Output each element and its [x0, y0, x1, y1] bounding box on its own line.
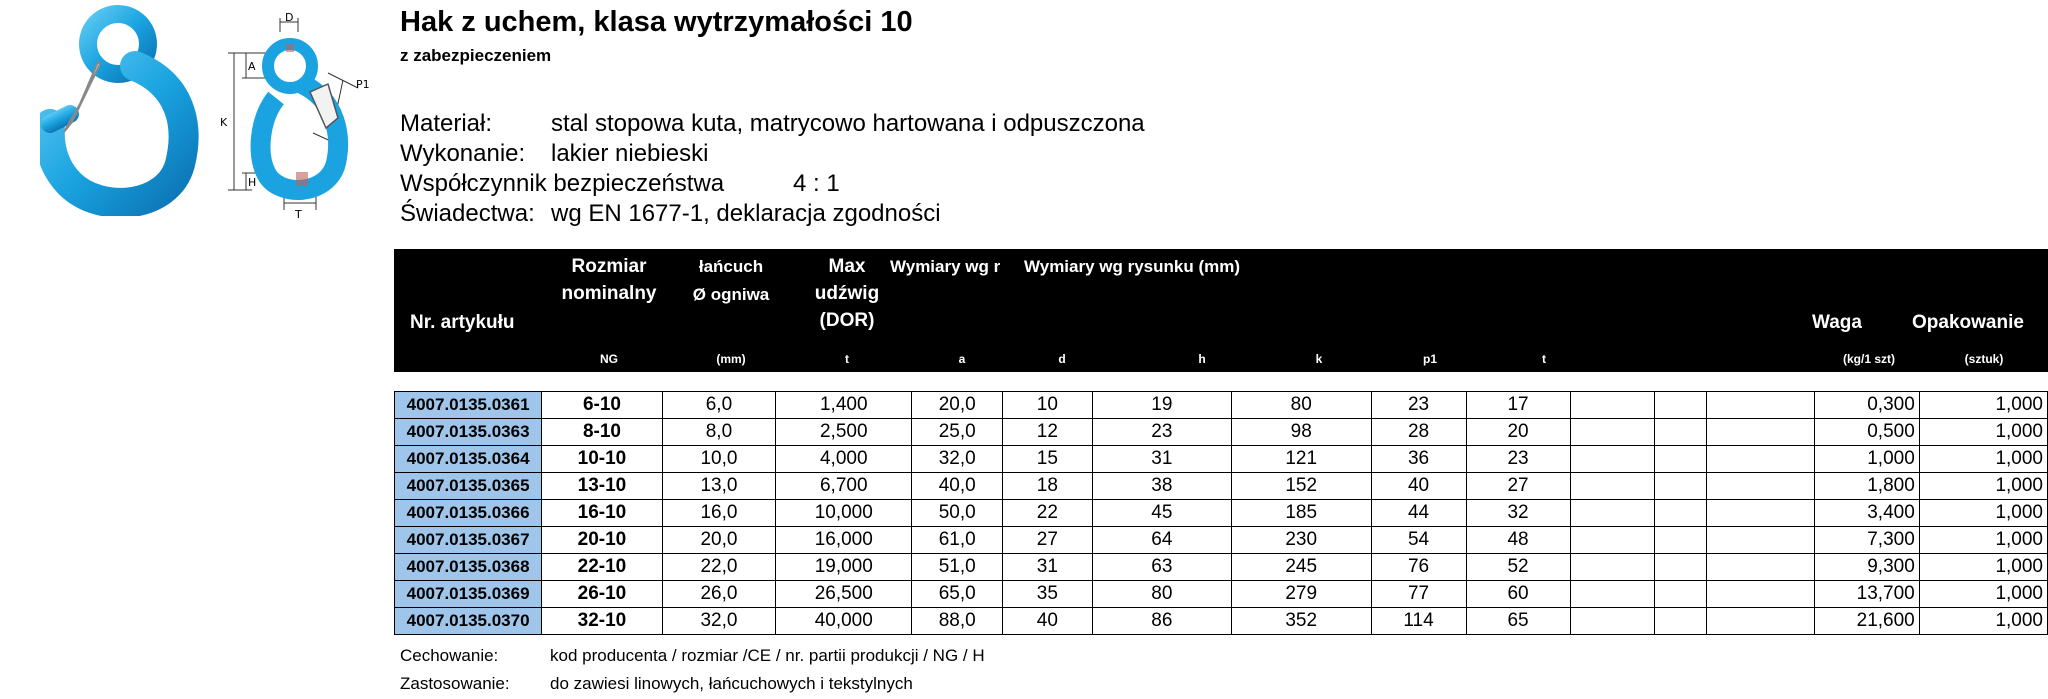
cell-empty — [1655, 419, 1707, 446]
cell-ng: 20-10 — [542, 527, 663, 554]
cell-p: 1,000 — [1919, 419, 2047, 446]
table-row — [395, 554, 2048, 581]
table-row — [395, 500, 2048, 527]
cell-art: 4007.0135.0361 — [395, 392, 542, 419]
unit-szt: (sztuk) — [1964, 352, 2004, 366]
cell-ng: 13-10 — [542, 473, 663, 500]
table-row — [395, 419, 2048, 446]
cell-p1: 114 — [1371, 608, 1466, 635]
cell-ng: 10-10 — [542, 446, 663, 473]
cell-p1: 54 — [1371, 527, 1466, 554]
cell-k: 152 — [1231, 473, 1371, 500]
cell-d: 40 — [1002, 608, 1092, 635]
cell-a: 20,0 — [912, 392, 1003, 419]
cell-p: 1,000 — [1919, 554, 2047, 581]
spec-label-material: Materiał: — [400, 110, 493, 137]
cell-t: 6,700 — [776, 473, 912, 500]
drawing-label-d: D — [285, 11, 294, 24]
cell-p: 1,000 — [1919, 500, 2047, 527]
cell-h: 80 — [1092, 581, 1231, 608]
table-row — [395, 446, 2048, 473]
cell-t: 4,000 — [776, 446, 912, 473]
cell-ng: 6-10 — [542, 392, 663, 419]
cell-w: 13,700 — [1814, 581, 1919, 608]
cell-h: 19 — [1092, 392, 1231, 419]
cell-t: 19,000 — [776, 554, 912, 581]
cell-w: 9,300 — [1814, 554, 1919, 581]
cell-h: 64 — [1092, 527, 1231, 554]
cell-art: 4007.0135.0369 — [395, 581, 542, 608]
cell-p1: 44 — [1371, 500, 1466, 527]
cell-k: 98 — [1231, 419, 1371, 446]
cell-ng: 16-10 — [542, 500, 663, 527]
cell-tt: 65 — [1466, 608, 1570, 635]
header-chain-2: Ø ogniwa — [692, 285, 770, 304]
cell-p1: 23 — [1371, 392, 1466, 419]
cell-empty — [1707, 608, 1815, 635]
cell-a: 88,0 — [912, 608, 1003, 635]
cell-p1: 40 — [1371, 473, 1466, 500]
cell-p: 1,000 — [1919, 473, 2047, 500]
cell-art: 4007.0135.0367 — [395, 527, 542, 554]
cell-d: 35 — [1002, 581, 1092, 608]
cell-empty — [1707, 446, 1815, 473]
header-pack: Opakowanie — [1912, 312, 2024, 333]
cell-empty — [1655, 392, 1707, 419]
footer-label-application: Zastosowanie: — [400, 674, 510, 693]
footer-value-marking: kod producenta / rozmiar /CE / nr. partii produkcji / NG / H — [550, 646, 985, 665]
cell-p: 1,000 — [1919, 392, 2047, 419]
table-row — [395, 608, 2048, 635]
unit-p1: p1 — [1422, 352, 1437, 366]
unit-kg: (kg/1 szt) — [1842, 352, 1895, 366]
cell-w: 3,400 — [1814, 500, 1919, 527]
cell-empty — [1707, 581, 1815, 608]
header-size-2: nominalny — [561, 283, 657, 304]
cell-empty — [1570, 554, 1655, 581]
cell-mm: 13,0 — [662, 473, 775, 500]
spec-label-safety: Współczynnik bezpieczeństwa — [400, 170, 725, 197]
cell-t: 1,400 — [776, 392, 912, 419]
table-header — [394, 249, 2048, 372]
header-wll-3: (DOR) — [819, 310, 875, 331]
cell-a: 61,0 — [912, 527, 1003, 554]
cell-empty — [1570, 419, 1655, 446]
cell-w: 0,300 — [1814, 392, 1919, 419]
cell-p1: 28 — [1371, 419, 1466, 446]
cell-empty — [1570, 392, 1655, 419]
cell-ng: 22-10 — [542, 554, 663, 581]
header-chain-1: łańcuch — [698, 257, 764, 276]
cell-empty — [1707, 392, 1815, 419]
cell-empty — [1570, 500, 1655, 527]
cell-p: 1,000 — [1919, 527, 2047, 554]
spec-value-certificates: wg EN 1677-1, deklaracja zgodności — [551, 200, 941, 227]
unit-ng: NG — [600, 352, 618, 366]
table-row — [395, 581, 2048, 608]
cell-a: 51,0 — [912, 554, 1003, 581]
cell-mm: 6,0 — [662, 392, 775, 419]
cell-tt: 32 — [1466, 500, 1570, 527]
cell-empty — [1707, 500, 1815, 527]
cell-empty — [1570, 608, 1655, 635]
unit-t: t — [845, 352, 849, 366]
spec-value-material: stal stopowa kuta, matrycowo hartowana i odpuszczona — [551, 110, 1145, 137]
table-row — [395, 392, 2048, 419]
cell-d: 31 — [1002, 554, 1092, 581]
page-title: Hak z uchem, klasa wytrzymałości 10 — [400, 6, 913, 38]
cell-empty — [1707, 419, 1815, 446]
cell-art: 4007.0135.0370 — [395, 608, 542, 635]
cell-t: 16,000 — [776, 527, 912, 554]
cell-empty — [1707, 527, 1815, 554]
hook-photo — [40, 4, 205, 216]
cell-k: 121 — [1231, 446, 1371, 473]
drawing-label-a: A — [248, 60, 256, 73]
cell-mm: 26,0 — [662, 581, 775, 608]
cell-h: 45 — [1092, 500, 1231, 527]
header-dims: Wymiary wg rysunku (mm) — [1024, 257, 1241, 276]
cell-art: 4007.0135.0364 — [395, 446, 542, 473]
cell-d: 15 — [1002, 446, 1092, 473]
cell-d: 10 — [1002, 392, 1092, 419]
unit-tt: t — [1542, 352, 1546, 366]
spec-label-certificates: Świadectwa: — [400, 200, 535, 227]
cell-h: 86 — [1092, 608, 1231, 635]
hook-drawing — [218, 8, 388, 222]
cell-empty — [1655, 473, 1707, 500]
drawing-label-k: K — [220, 116, 228, 129]
cell-mm: 32,0 — [662, 608, 775, 635]
footer-value-application: do zawiesi linowych, łańcuchowych i tekstylnych — [550, 674, 913, 693]
table-row — [395, 473, 2048, 500]
cell-d: 22 — [1002, 500, 1092, 527]
cell-tt: 27 — [1466, 473, 1570, 500]
cell-empty — [1707, 473, 1815, 500]
cell-mm: 22,0 — [662, 554, 775, 581]
cell-ng: 26-10 — [542, 581, 663, 608]
unit-mm: (mm) — [716, 352, 746, 366]
cell-empty — [1655, 581, 1707, 608]
cell-t: 26,500 — [776, 581, 912, 608]
product-table — [394, 391, 2048, 635]
cell-w: 7,300 — [1814, 527, 1919, 554]
header-wll-1: Max — [828, 256, 866, 277]
spec-value-safety: 4 : 1 — [793, 170, 840, 197]
cell-w: 1,000 — [1814, 446, 1919, 473]
cell-ng: 32-10 — [542, 608, 663, 635]
cell-a: 32,0 — [912, 446, 1003, 473]
cell-p1: 36 — [1371, 446, 1466, 473]
cell-t: 40,000 — [776, 608, 912, 635]
cell-k: 230 — [1231, 527, 1371, 554]
cell-p: 1,000 — [1919, 581, 2047, 608]
cell-d: 18 — [1002, 473, 1092, 500]
cell-a: 65,0 — [912, 581, 1003, 608]
cell-ng: 8-10 — [542, 419, 663, 446]
cell-tt: 52 — [1466, 554, 1570, 581]
cell-tt: 17 — [1466, 392, 1570, 419]
footer-label-marking: Cechowanie: — [400, 646, 499, 665]
cell-a: 25,0 — [912, 419, 1003, 446]
cell-k: 279 — [1231, 581, 1371, 608]
cell-w: 0,500 — [1814, 419, 1919, 446]
cell-k: 352 — [1231, 608, 1371, 635]
cell-w: 21,600 — [1814, 608, 1919, 635]
cell-tt: 23 — [1466, 446, 1570, 473]
cell-d: 27 — [1002, 527, 1092, 554]
unit-a: a — [958, 352, 966, 366]
header-size-1: Rozmiar — [571, 256, 647, 277]
cell-k: 80 — [1231, 392, 1371, 419]
unit-d: d — [1058, 352, 1066, 366]
header-article: Nr. artykułu — [410, 312, 515, 333]
cell-empty — [1655, 500, 1707, 527]
cell-art: 4007.0135.0366 — [395, 500, 542, 527]
cell-mm: 16,0 — [662, 500, 775, 527]
cell-mm: 8,0 — [662, 419, 775, 446]
spec-value-finish: lakier niebieski — [551, 140, 709, 167]
cell-mm: 10,0 — [662, 446, 775, 473]
spec-label-finish: Wykonanie: — [400, 140, 526, 167]
cell-tt: 48 — [1466, 527, 1570, 554]
cell-t: 10,000 — [776, 500, 912, 527]
cell-empty — [1570, 473, 1655, 500]
drawing-label-t: T — [295, 208, 302, 221]
cell-t: 2,500 — [776, 419, 912, 446]
cell-empty — [1570, 446, 1655, 473]
cell-k: 185 — [1231, 500, 1371, 527]
cell-p1: 76 — [1371, 554, 1466, 581]
cell-a: 40,0 — [912, 473, 1003, 500]
cell-art: 4007.0135.0363 — [395, 419, 542, 446]
page-subtitle: z zabezpieczeniem — [400, 46, 552, 65]
cell-mm: 20,0 — [662, 527, 775, 554]
cell-p: 1,000 — [1919, 608, 2047, 635]
cell-empty — [1707, 554, 1815, 581]
unit-k: k — [1315, 352, 1323, 366]
cell-tt: 60 — [1466, 581, 1570, 608]
cell-d: 12 — [1002, 419, 1092, 446]
cell-a: 50,0 — [912, 500, 1003, 527]
cell-w: 1,800 — [1814, 473, 1919, 500]
cell-empty — [1655, 608, 1707, 635]
cell-empty — [1655, 554, 1707, 581]
cell-h: 38 — [1092, 473, 1231, 500]
header-wll-2: udźwig — [814, 283, 880, 304]
cell-empty — [1655, 446, 1707, 473]
cell-art: 4007.0135.0368 — [395, 554, 542, 581]
header-dims-overlap: Wymiary wg r — [890, 257, 1001, 276]
table-row — [395, 527, 2048, 554]
cell-h: 31 — [1092, 446, 1231, 473]
cell-k: 245 — [1231, 554, 1371, 581]
cell-h: 63 — [1092, 554, 1231, 581]
cell-p1: 77 — [1371, 581, 1466, 608]
header-weight: Waga — [1812, 312, 1862, 333]
cell-empty — [1655, 527, 1707, 554]
cell-tt: 20 — [1466, 419, 1570, 446]
cell-empty — [1570, 581, 1655, 608]
unit-h: h — [1198, 352, 1206, 366]
cell-empty — [1570, 527, 1655, 554]
drawing-label-p1: P1 — [356, 78, 370, 91]
cell-p: 1,000 — [1919, 446, 2047, 473]
cell-art: 4007.0135.0365 — [395, 473, 542, 500]
cell-h: 23 — [1092, 419, 1231, 446]
drawing-label-h: H — [248, 176, 257, 189]
